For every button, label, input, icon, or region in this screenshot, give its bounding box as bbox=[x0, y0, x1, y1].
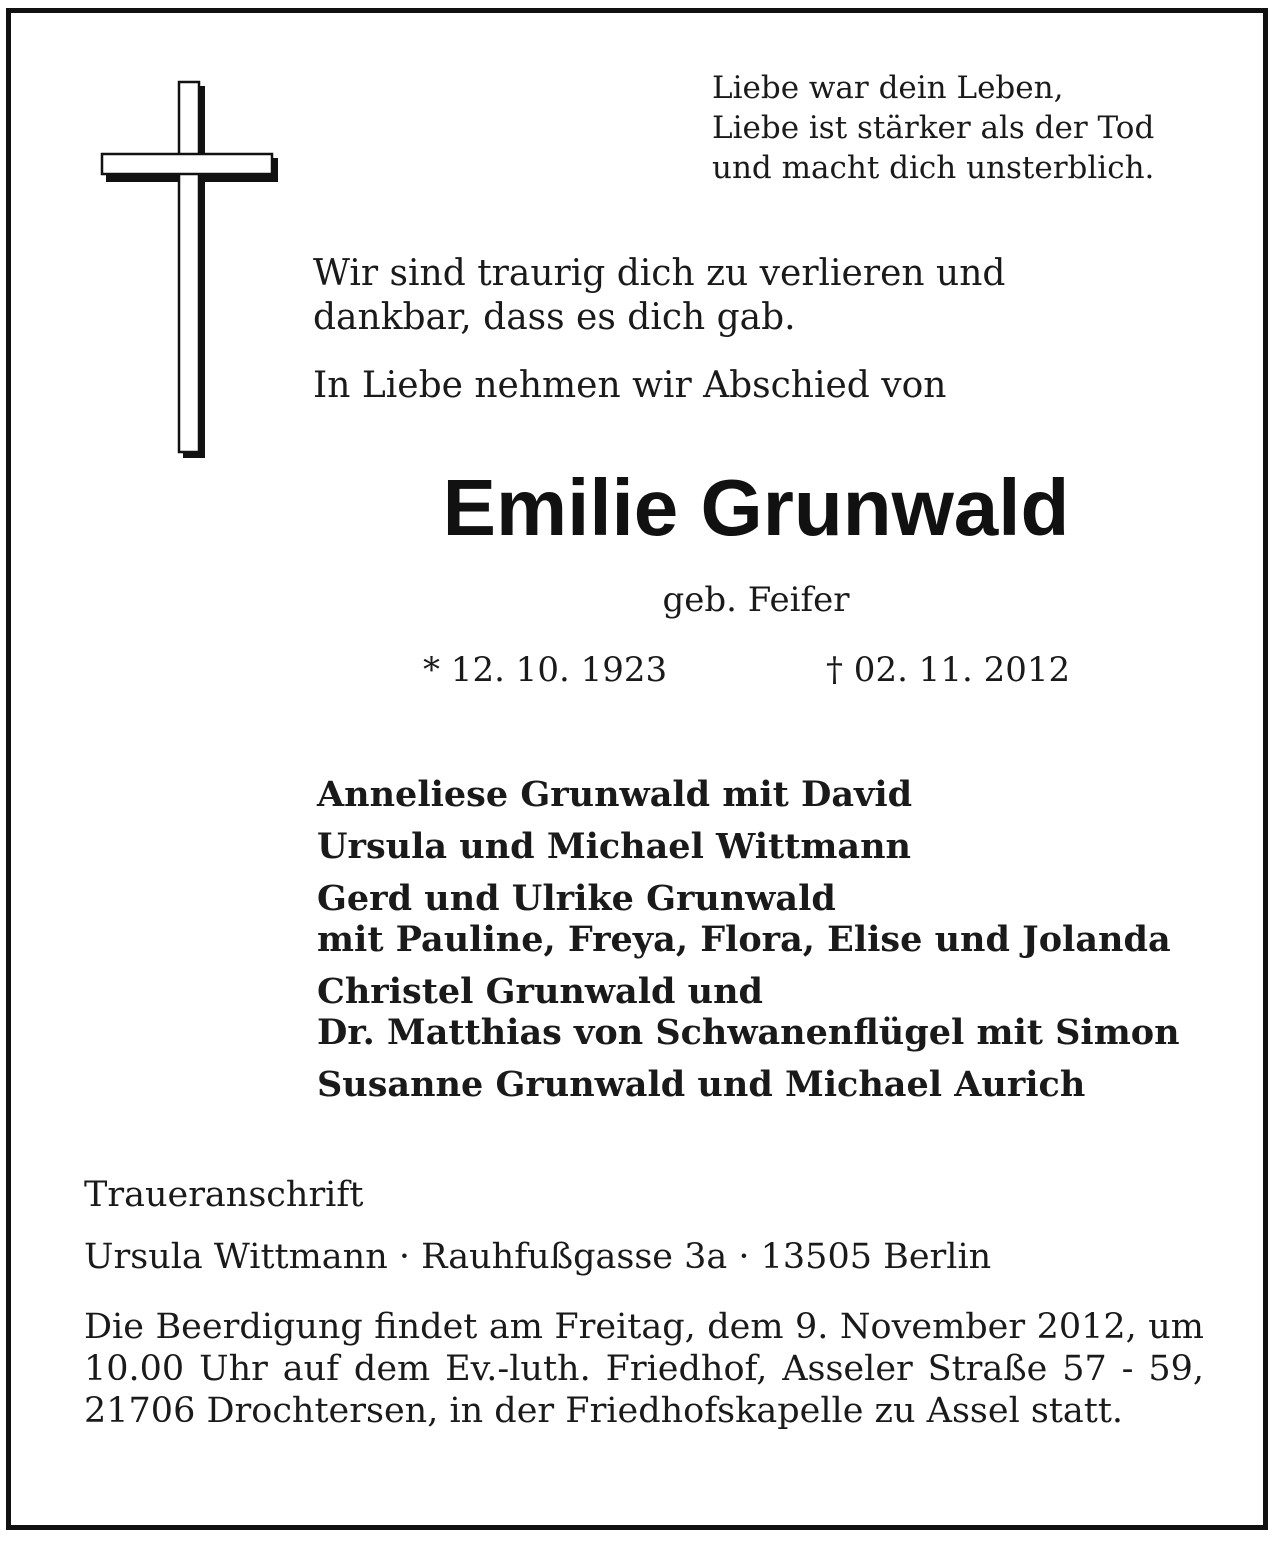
mourning-address: Ursula Wittmann · Rauhfußgasse 3a · 13505 Berlin bbox=[84, 1237, 992, 1277]
intro-line: dankbar, dass es dich gab. bbox=[313, 297, 796, 338]
deceased-name: Emilie Grunwald bbox=[442, 463, 1070, 552]
mourner-group bbox=[317, 774, 1180, 815]
birth-date: * 12. 10. 1923 bbox=[423, 650, 668, 690]
mourner-line: Dr. Matthias von Schwanenflügel mit Simon bbox=[317, 1012, 1180, 1053]
mourner-line: Gerd und Ulrike Grunwald bbox=[317, 878, 836, 919]
motto-verse bbox=[712, 68, 1154, 188]
maiden-name: geb. Feifer bbox=[662, 580, 850, 620]
mourner-line: Ursula und Michael Wittmann bbox=[317, 826, 911, 867]
mourner-group bbox=[317, 878, 1180, 960]
funeral-notice: Die Beerdigung findet am Freitag, dem 9. November 2012, um 10.00 Uhr auf dem Ev.-luth. Friedhof, Asseler Straße 57 - 59, 21706 Drochtersen, in der Friedhofskapelle zu Assel statt. bbox=[84, 1307, 1204, 1431]
mourner-line: Christel Grunwald und bbox=[317, 971, 764, 1012]
farewell-line: In Liebe nehmen wir Abschied von bbox=[313, 365, 947, 406]
mourner-line: Susanne Grunwald und Michael Aurich bbox=[317, 1064, 1086, 1105]
intro-line: Wir sind traurig dich zu verlieren und bbox=[313, 253, 1006, 294]
motto-line: Liebe war dein Leben, bbox=[712, 70, 1064, 106]
mourner-group bbox=[317, 826, 1180, 867]
motto-line: Liebe ist stärker als der Tod bbox=[712, 110, 1155, 146]
mourner-line: mit Pauline, Freya, Flora, Elise und Jolanda bbox=[317, 919, 1171, 960]
death-date: † 02. 11. 2012 bbox=[826, 650, 1071, 690]
mourners-list bbox=[317, 774, 1180, 1116]
mourning-address-label: Traueranschrift bbox=[84, 1175, 364, 1215]
cross-icon bbox=[100, 80, 280, 458]
mourner-group bbox=[317, 1064, 1180, 1105]
mourner-group bbox=[317, 971, 1180, 1053]
intro-text bbox=[313, 252, 1005, 340]
motto-line: und macht dich unsterblich. bbox=[712, 150, 1155, 186]
mourner-line: Anneliese Grunwald mit David bbox=[317, 774, 913, 815]
